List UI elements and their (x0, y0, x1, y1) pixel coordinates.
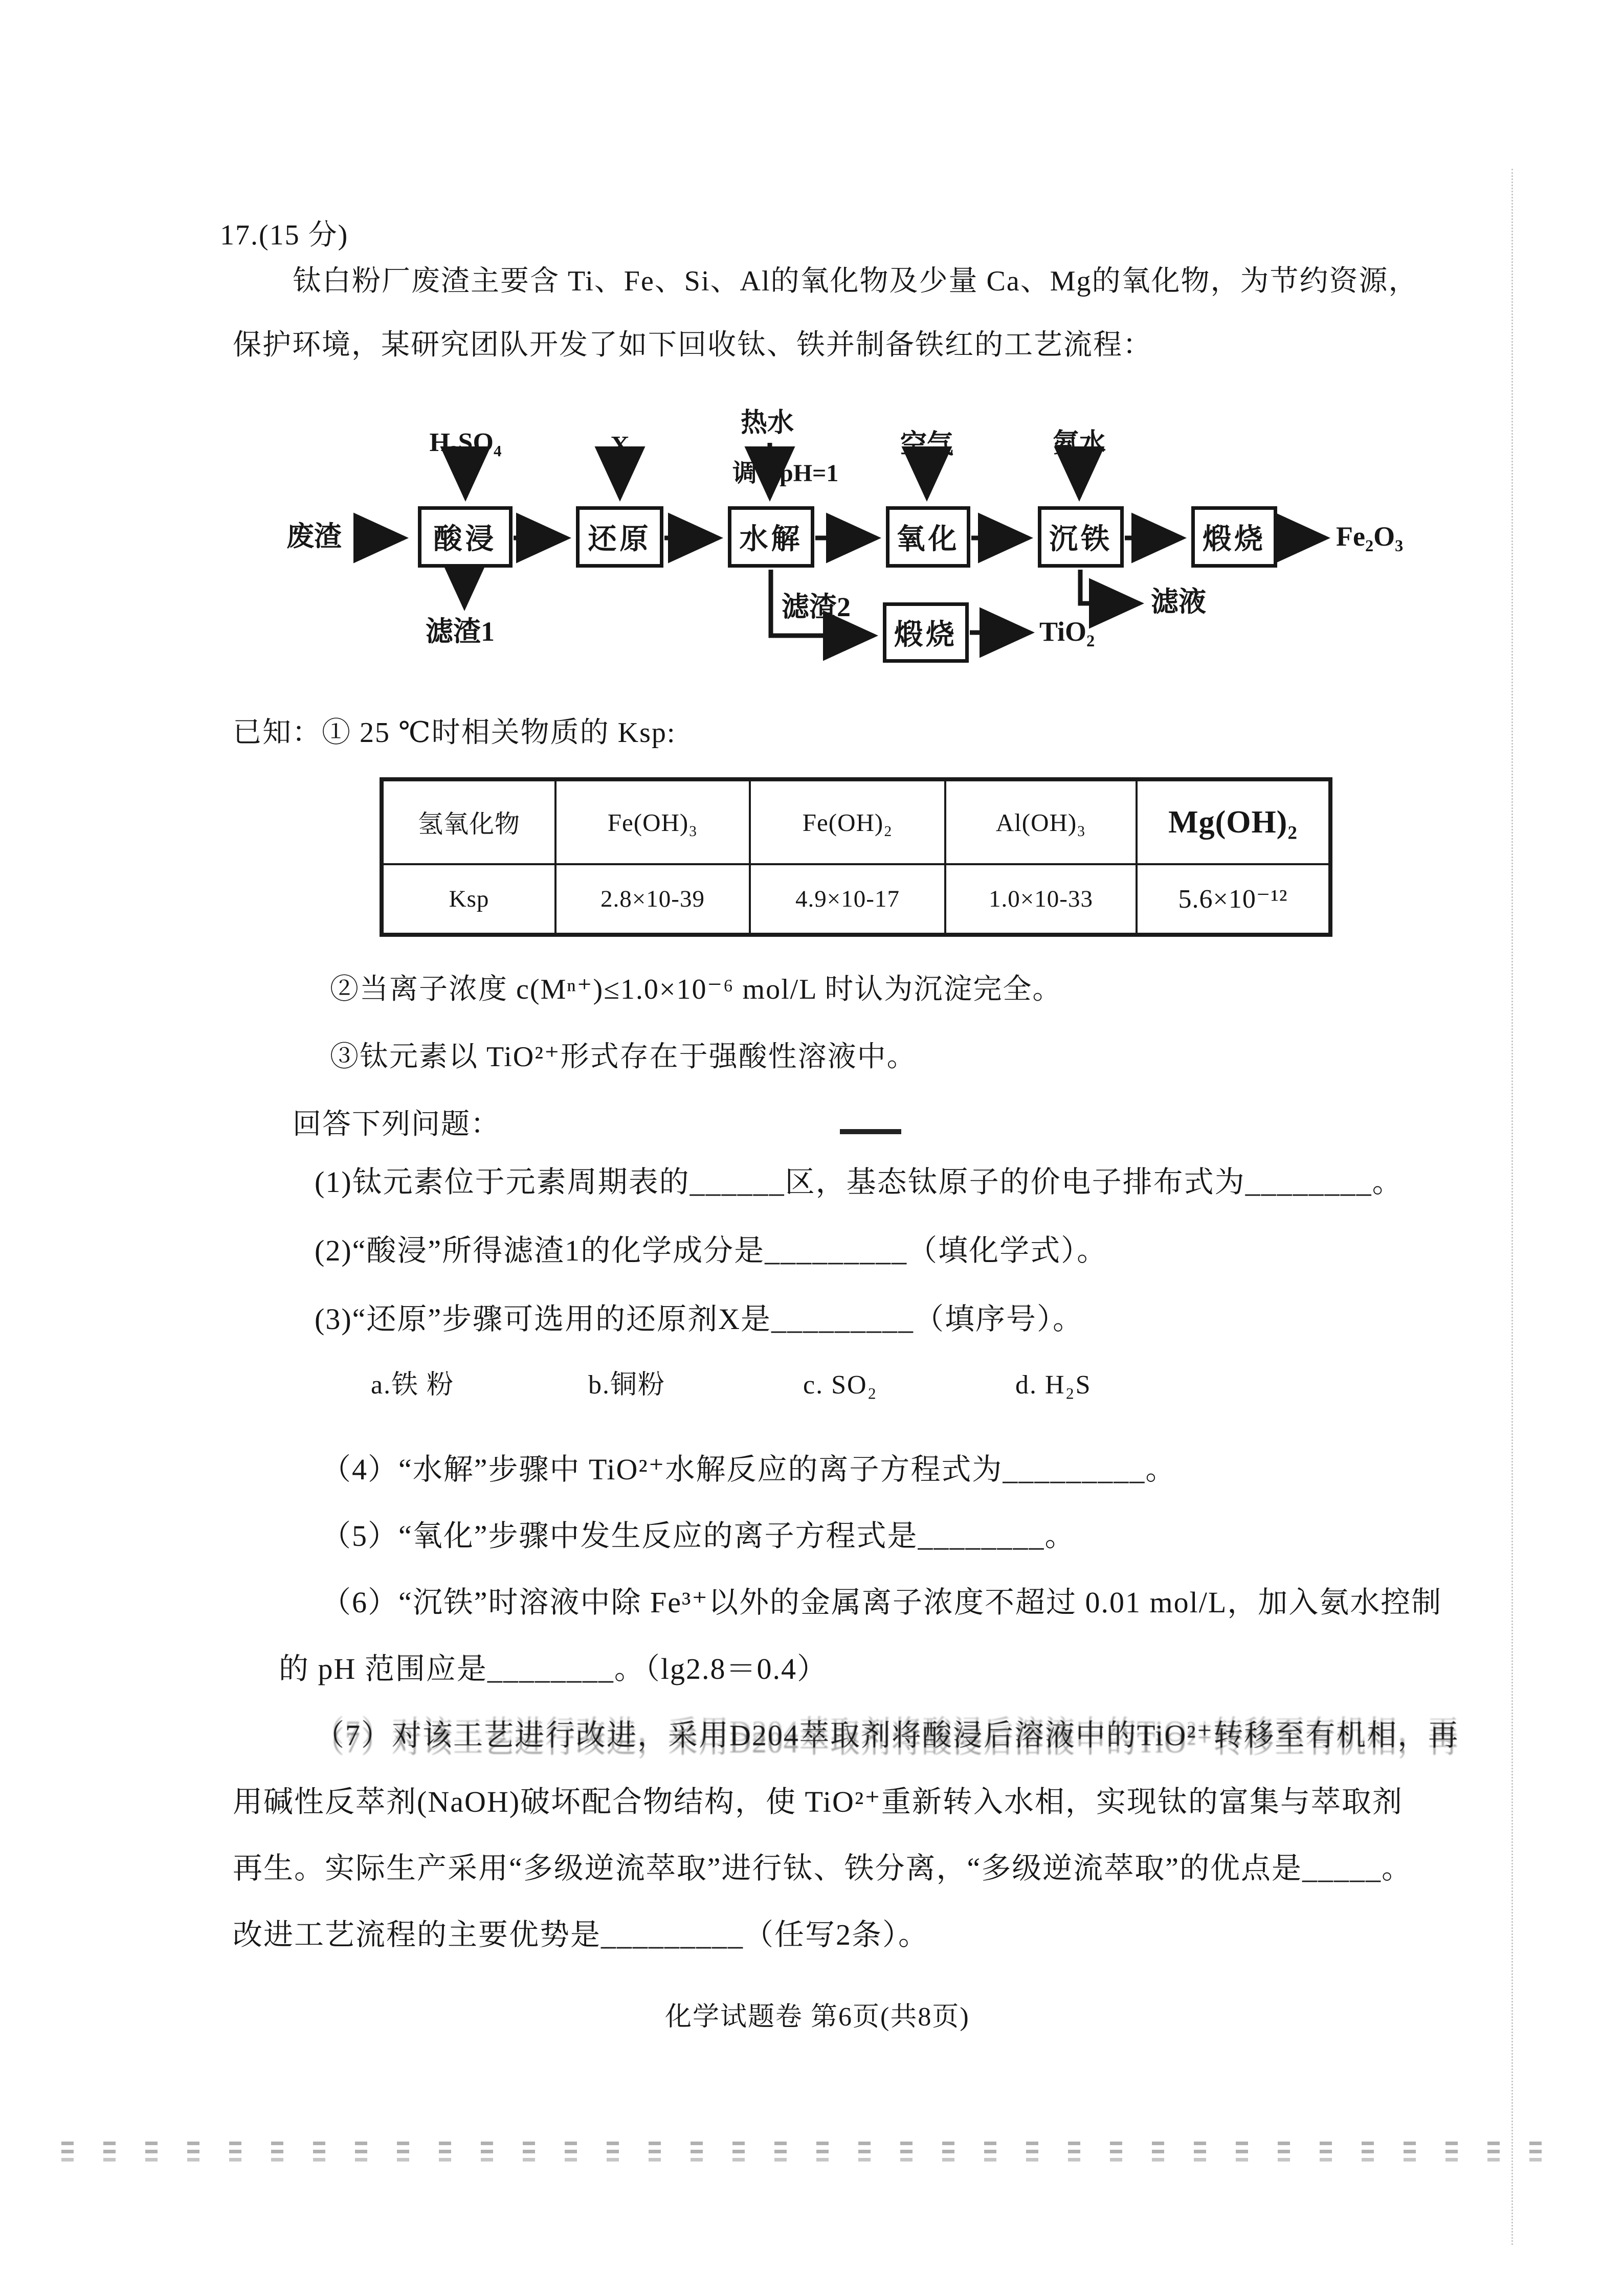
step-label: 水解 (739, 524, 803, 555)
stray-mark (840, 1129, 901, 1134)
step-label: 煅烧 (894, 619, 958, 651)
page-edge-line (1511, 169, 1513, 2245)
filtrate-label: 滤液 (1151, 587, 1206, 617)
question-2: (2)“酸浸”所得滤渣1的化学成分是_________（填化学式）。 (315, 1234, 1108, 1267)
ksp-value-cell: 2.8×10-39 (555, 864, 750, 935)
step-box-iron-precipitation (1038, 506, 1124, 568)
ksp-header-cell: Fe(OH)₂ (750, 779, 945, 864)
question-5: （5）“氧化”步骤中发生反应的离子方程式是________。 (321, 1519, 1076, 1552)
question-7-line-2: 用碱性反萃剂(NaOH)破坏配合物结构，使 TiO²⁺重新转入水相，实现钛的富集与萃取剂 (233, 1785, 1403, 1818)
input-h2so4-label: H₂SO₄ (429, 428, 502, 457)
question-7-line-3: 再生。实际生产采用“多级逆流萃取”进行钛、铁分离，“多级逆流萃取”的优点是_____。 (233, 1852, 1412, 1885)
option-d: d. H₂S (1015, 1370, 1092, 1400)
step-label: 沉铁 (1049, 524, 1113, 555)
residue2-label: 滤渣2 (782, 592, 851, 622)
step-label: 煅烧 (1203, 524, 1266, 555)
ksp-table (380, 777, 1332, 937)
known-item-2: ②当离子浓度 c(Mⁿ⁺)≤1.0×10⁻⁶ mol/L 时认为沉淀完全。 (330, 974, 1062, 1005)
page-footer: 化学试题卷 第6页(共8页) (665, 2002, 970, 2032)
question-3: (3)“还原”步骤可选用的还原剂X是_________（填序号）。 (315, 1302, 1084, 1336)
option-c: c. SO₂ (803, 1370, 878, 1400)
step-label: 酸浸 (433, 524, 497, 555)
step-box-calcination (1191, 506, 1277, 568)
ksp-row-label: Ksp (382, 864, 555, 935)
ph-note-left: 调 (732, 460, 758, 487)
option-a: a.铁 粉 (371, 1370, 455, 1400)
scan-noise-row (61, 2150, 1560, 2153)
answer-head: 回答下列问题： (293, 1109, 500, 1140)
known-head: 已知：① 25 ℃时相关物质的 Ksp: (233, 717, 676, 749)
step-label: 氧化 (896, 524, 960, 555)
question-4: （4）“水解”步骤中 TiO²⁺水解反应的离子方程式为_________。 (321, 1453, 1176, 1486)
residue1-label: 滤渣1 (426, 616, 495, 647)
ksp-value-cell: 1.0×10-33 (945, 864, 1137, 935)
ksp-header-cell: Fe(OH)₃ (555, 779, 750, 864)
question-number: 17.(15 分) (220, 219, 349, 251)
input-air-label: 空气 (900, 430, 954, 459)
step-box-hydrolysis (728, 506, 814, 568)
step-box-acid-leach (418, 506, 513, 568)
ksp-header-cell: Al(OH)₃ (945, 779, 1137, 864)
intro-line-1: 钛白粉厂废渣主要含 Ti、Fe、Si、Al的氧化物及少量 Ca、Mg的氧化物，为节约资源， (293, 265, 1418, 297)
question-7-line-4: 改进工艺流程的主要优势是_________（任写2条）。 (233, 1918, 929, 1951)
ksp-table-header-row (382, 779, 1330, 864)
step-box-reduction (576, 506, 663, 568)
input-hot-water-label: 热水 (740, 409, 794, 438)
known-item-3: ③钛元素以 TiO²⁺形式存在于强酸性溶液中。 (330, 1041, 917, 1073)
option-b: b.铜粉 (588, 1370, 666, 1400)
ksp-header-cell: 氢氧化物 (382, 779, 555, 864)
question-7-line-1: （7）对该工艺进行改进，采用D204萃取剂将酸浸后溶液中的TiO²⁺转移至有机相，再 (315, 1719, 1459, 1752)
step-box-oxidation (886, 506, 970, 568)
product-tio2-label: TiO₂ (1039, 616, 1095, 647)
input-ammonia-label: 氨水 (1052, 429, 1106, 458)
step-box-calcination-2 (883, 602, 969, 663)
ph-note-right: pH=1 (780, 460, 839, 487)
intro-line-2: 保护环境，某研究团队开发了如下回收钛、铁并制备铁红的工艺流程： (233, 329, 1152, 361)
ksp-value-cell: 5.6×10⁻¹² (1137, 864, 1330, 935)
ksp-header-cell: Mg(OH)₂ (1137, 779, 1330, 864)
question-6-line-1: （6）“沉铁”时溶液中除 Fe³⁺以外的金属离子浓度不超过 0.01 mol/L，加入氨水控制 (321, 1586, 1442, 1619)
question-1: (1)钛元素位于元素周期表的______区，基态钛原子的价电子排布式为________。 (315, 1165, 1403, 1199)
step-label: 还原 (588, 524, 652, 555)
ksp-table-value-row (382, 864, 1330, 935)
ksp-value-cell: 4.9×10-17 (750, 864, 945, 935)
feed-label: 废渣 (286, 521, 342, 552)
product-fe2o3-label: Fe₂O₃ (1336, 521, 1404, 552)
scan-noise-row (61, 2158, 1560, 2162)
question-6-line-2: 的 pH 范围应是________。（lg2.8＝0.4） (279, 1652, 828, 1685)
input-x-label: X (610, 431, 630, 460)
scan-noise-row (61, 2142, 1560, 2145)
